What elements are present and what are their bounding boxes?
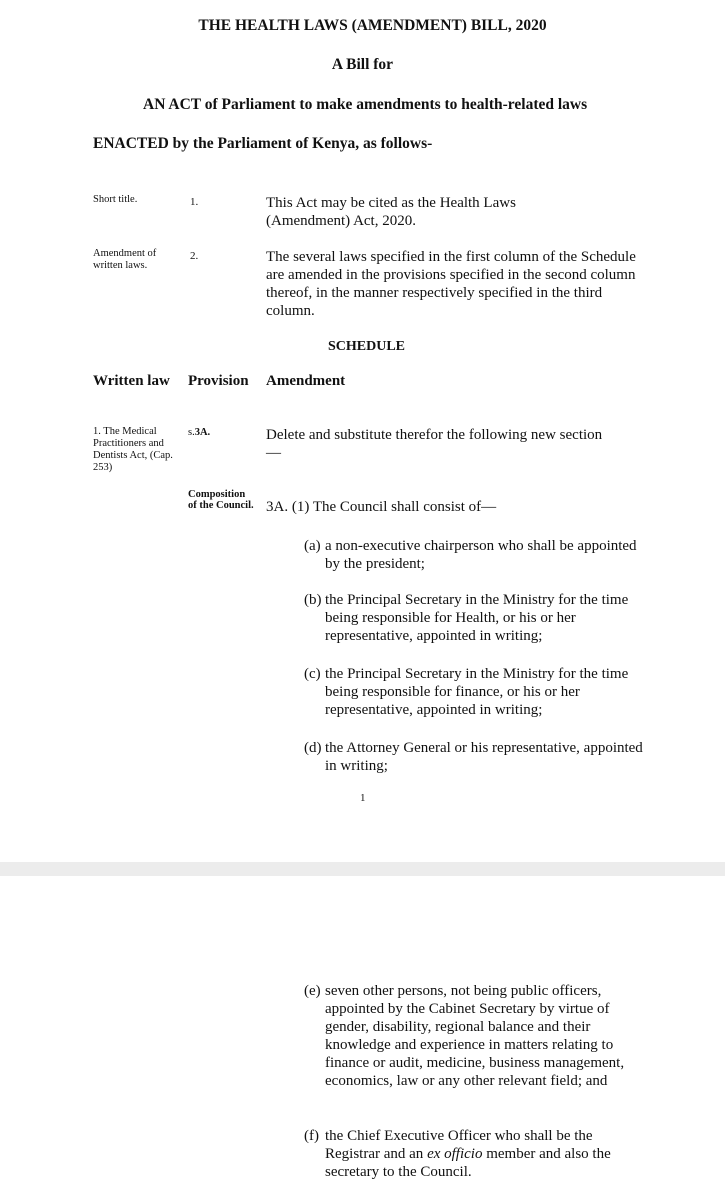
list-item xyxy=(304,739,649,775)
item-text-f-italic: ex officio xyxy=(427,1146,483,1162)
col-amendment: Amendment xyxy=(266,373,346,389)
item-label-a: (a) xyxy=(304,538,321,554)
item-text-f-before: the Chief Executive Officer who shall be the Registrar and an xyxy=(325,1128,593,1162)
list-item xyxy=(304,982,644,1090)
item-text-f-after: member and also the secretary to the Council. xyxy=(325,1146,611,1180)
enacted-clause: ENACTED by the Parliament of Kenya, as follows- xyxy=(93,135,433,152)
item-text-d: the Attorney General or his representative, appointed in writing; xyxy=(325,740,643,774)
item-text-e: seven other persons, not being public officers, appointed by the Cabinet Secretary by virtue of gender, disability, regional balance and their knowledge and experience in matters relating to finance or audit, medicine, business management, economics, law or any other relevant field; and xyxy=(325,983,625,1089)
written-law-name: 1. The Medical Practitioners and Dentists Act, (Cap. 253) xyxy=(93,426,173,473)
list-item xyxy=(304,537,639,573)
margin-note-short-title: Short title. xyxy=(93,194,138,205)
item-label-d: (d) xyxy=(304,740,322,756)
bill-subheading: A Bill for xyxy=(331,56,394,73)
item-text-b: the Principal Secretary in the Ministry for the time being responsible for Health, or his or her representative, appointed in writing; xyxy=(325,592,629,644)
amendment-text: Delete and substitute therefor the following new section— xyxy=(266,427,603,461)
section-number-1: 1. xyxy=(190,196,199,208)
provision-section: 3A. xyxy=(194,427,211,438)
item-text-f xyxy=(325,1127,644,1181)
section-2-text: The several laws specified in the first column of the Schedule are amended in the provisions specified in the second column thereof, in the manner respectively specified in the third column. xyxy=(266,249,636,319)
provision-ref xyxy=(188,427,210,439)
side-heading-composition: Composition of the Council. xyxy=(188,489,254,511)
col-written-law: Written law xyxy=(93,373,170,389)
provision-prefix: s. xyxy=(188,427,195,438)
list-item xyxy=(304,591,639,645)
document-page-2 xyxy=(0,876,725,1200)
new-section-number: 3A. xyxy=(266,499,289,515)
bill-heading: THE HEALTH LAWS (AMENDMENT) BILL, 2020 xyxy=(198,17,547,34)
section-1-text: This Act may be cited as the Health Laws (Amendment) Act, 2020. xyxy=(266,195,516,229)
section-number-2: 2. xyxy=(190,250,199,262)
item-text-c: the Principal Secretary in the Ministry for the time being responsible for finance, or his or her representative, appointed in writing; xyxy=(325,666,629,718)
item-text-a: a non-executive chairperson who shall be appointed by the president; xyxy=(325,538,637,572)
new-section-text: (1) The Council shall consist of— xyxy=(288,499,497,515)
list-item xyxy=(304,665,639,719)
item-label-c: (c) xyxy=(304,666,321,682)
item-label-b: (b) xyxy=(304,592,322,608)
col-provision: Provision xyxy=(188,373,249,389)
list-item xyxy=(304,1127,644,1181)
item-label-f: (f) xyxy=(304,1128,319,1144)
schedule-title: SCHEDULE xyxy=(328,339,406,354)
page-number: 1 xyxy=(360,792,366,804)
act-title: AN ACT of Parliament to make amendments to health-related laws xyxy=(143,96,588,113)
item-label-e: (e) xyxy=(304,983,321,999)
new-section-3a xyxy=(266,498,496,516)
margin-note-amendment: Amendment of written laws. xyxy=(93,248,157,271)
